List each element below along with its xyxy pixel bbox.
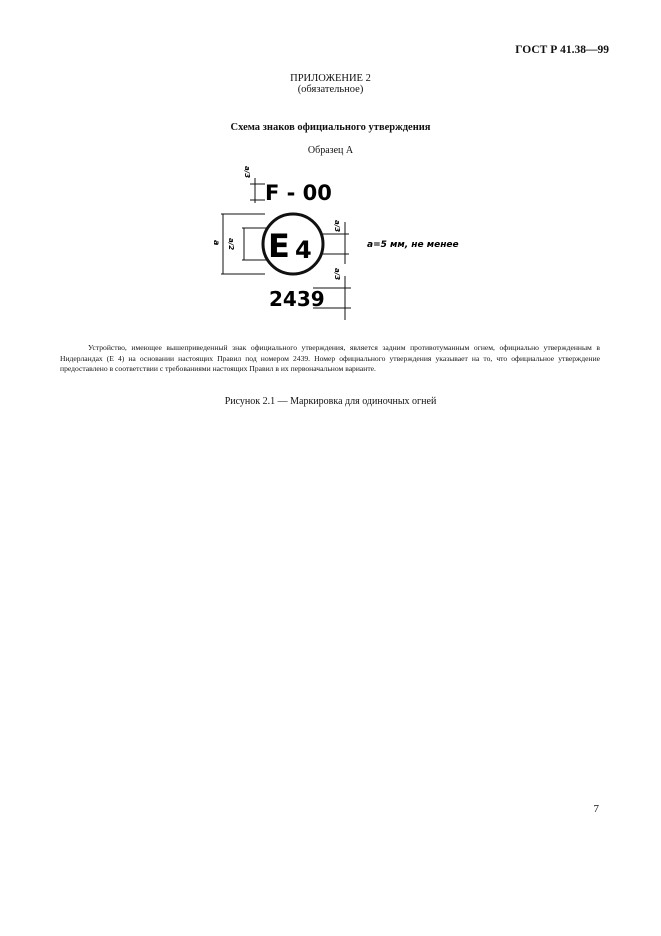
approval-mark-figure: [205, 160, 475, 330]
body-paragraph: Устройство, имеющее вышеприведенный знак официального утверждения, является задним противотуманным огнем, официально утвержденным в Нидерландах (E 4) на основании настоящих Правил под номером 2439. Номер официального утверждения указывает на то, что официальное утверждение предоставлено в соответствии с требованиями настоящих Правил в их первоначальном варианте.: [60, 343, 600, 373]
country-number: 4: [295, 236, 312, 264]
dimension-note: a=5 мм, не менее: [367, 240, 459, 250]
dim-approval-number-label: a/3: [333, 268, 341, 281]
approval-number: 2439: [269, 287, 325, 311]
dim-letter-label: a/2: [227, 238, 235, 251]
dim-top-mark-label: a/3: [243, 166, 251, 179]
appendix-heading: [0, 73, 661, 95]
figure-caption: Рисунок 2.1 — Маркировка для одиночных огней: [224, 396, 437, 407]
standard-code: ГОСТ Р 41.38—99: [515, 44, 609, 56]
sample-label: Образец А: [307, 145, 354, 156]
dim-circle-label: a: [212, 240, 221, 246]
appendix-subtitle: (обязательное): [297, 84, 364, 95]
appendix-title: ПРИЛОЖЕНИЕ 2: [290, 73, 371, 84]
page-number: 7: [593, 803, 599, 815]
top-mark-text: F - 00: [265, 181, 332, 205]
circle-letter: E: [268, 227, 290, 265]
section-title: Схема знаков официального утверждения: [230, 122, 431, 133]
dim-number-label: a/3: [333, 220, 341, 233]
dim-top-mark: [250, 178, 265, 203]
